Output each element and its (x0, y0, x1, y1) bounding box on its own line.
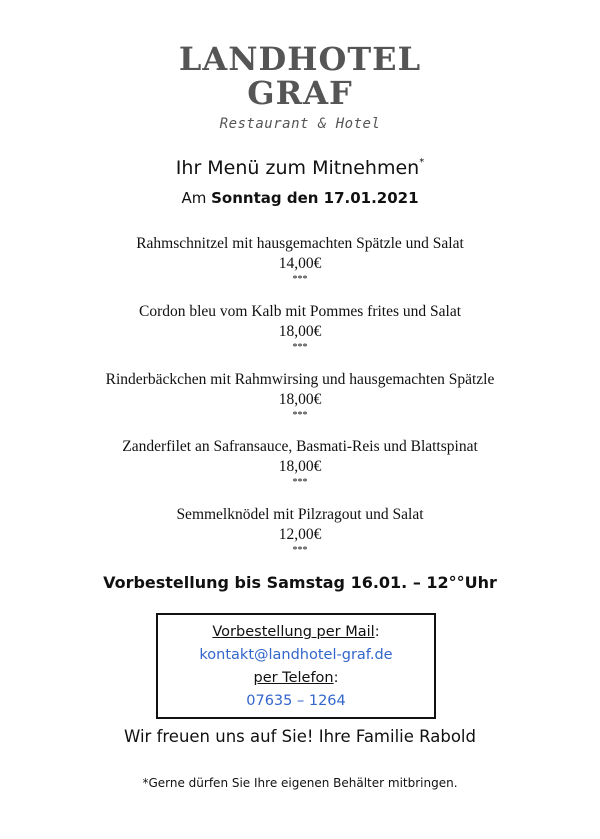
menu-item-separator: *** (292, 477, 308, 488)
menu-item-price: 18,00€ (278, 391, 322, 408)
phone-label-colon: : (333, 670, 339, 686)
mail-label-colon: : (374, 624, 380, 640)
email-link[interactable]: kontakt@landhotel-graf.de (199, 647, 393, 663)
menu-item-separator: *** (292, 274, 308, 285)
menu-item-name: Cordon bleu vom Kalb mit Pommes frites und Salat (138, 303, 462, 320)
footnote: *Gerne dürfen Sie Ihre eigenen Behälter mitbringen. (142, 776, 458, 790)
menu-item-separator: *** (292, 342, 308, 353)
contact-box (156, 613, 436, 719)
menu-item-price: 18,00€ (278, 458, 322, 475)
menu-date (0, 189, 600, 207)
mail-label (158, 624, 434, 640)
menu-item (0, 505, 600, 557)
closing-thanks: Wir freuen uns auf Sie! Ihre Familie Rabold (124, 727, 476, 746)
phone-link[interactable]: 07635 – 1264 (246, 693, 346, 709)
menu-item-name: Rahmschnitzel mit hausgemachten Spätzle und Salat (136, 235, 464, 252)
preorder-deadline: Vorbestellung bis Samstag 16.01. – 12°°Uhr (103, 573, 497, 592)
menu-date-prefix: Am (181, 189, 207, 207)
menu-item-name: Zanderfilet an Safransauce, Basmati-Reis und Blattspinat (122, 438, 478, 455)
brand-name-line1: LANDHOTEL (178, 40, 422, 78)
brand-tagline: Restaurant & Hotel (219, 116, 381, 132)
mail-label-text: Vorbestellung per Mail (212, 624, 375, 640)
phone-label-text: per Telefon (253, 670, 334, 686)
menu-item (0, 370, 600, 422)
menu-item-name: Semmelknödel mit Pilzragout und Salat (176, 506, 424, 523)
menu-item-separator: *** (292, 410, 308, 421)
phone-label (158, 670, 434, 686)
menu-title-text: Ihr Menü zum Mitnehmen (175, 157, 420, 179)
menu-item (0, 302, 600, 354)
menu-item (0, 234, 600, 286)
menu-item-price: 12,00€ (278, 526, 322, 543)
menu-item-separator: *** (292, 545, 308, 556)
menu-title (0, 157, 600, 179)
menu-title-footnote-mark: * (419, 156, 425, 168)
menu-item (0, 437, 600, 489)
menu-date-value: Sonntag den 17.01.2021 (211, 189, 419, 207)
brand-name-line2: GRAF (247, 74, 353, 112)
menu-item-price: 18,00€ (278, 323, 322, 340)
menu-item-name: Rinderbäckchen mit Rahmwirsing und hausgemachten Spätzle (105, 371, 495, 388)
menu-item-price: 14,00€ (278, 255, 322, 272)
